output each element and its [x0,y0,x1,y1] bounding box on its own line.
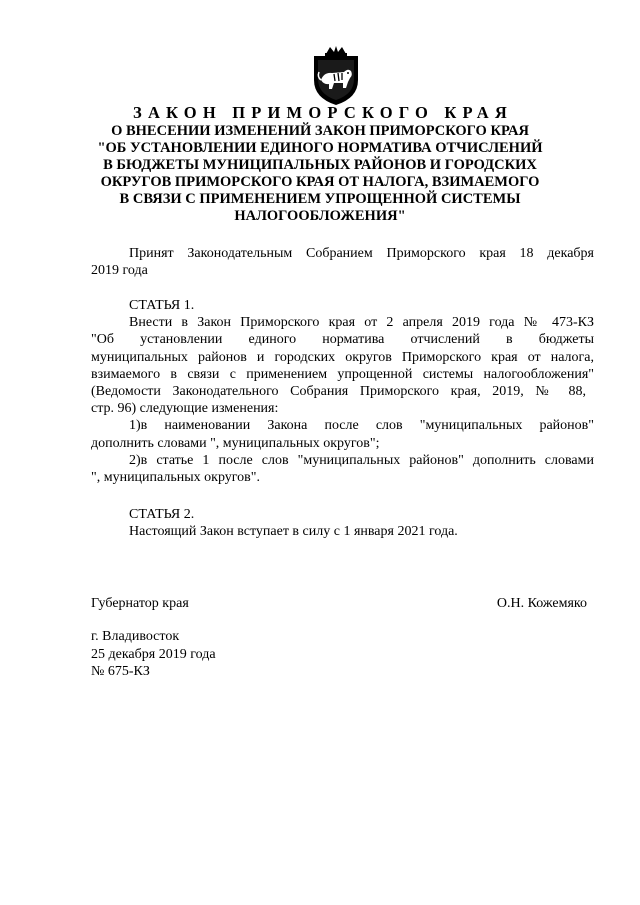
article-1-heading: СТАТЬЯ 1. [129,298,195,313]
signature-name: О.Н. Кожемяко [496,596,587,611]
subtitle-line: В БЮДЖЕТЫ МУНИЦИПАЛЬНЫХ РАЙОНОВ И ГОРОДСКИХ [103,157,537,173]
primorsky-krai-coat-of-arms-icon [310,44,362,106]
signature-position: Губернатор края [91,596,189,611]
article-1-line: "Об установлении единого норматива отчислений в бюджеты [91,332,594,348]
article-1 [91,297,594,486]
footer-number: № 675-КЗ [91,664,150,679]
article-2-text: Настоящий Закон вступает в силу с 1 января 2021 года. [129,524,458,540]
article-1-item-line: ", муниципальных округов". [91,470,260,486]
subtitle-line: О ВНЕСЕНИИ ИЗМЕНЕНИЙ ЗАКОН ПРИМОРСКОГО КРАЯ [111,123,529,139]
article-1-line: стр. 96) следующие изменения: [91,401,279,417]
article-1-line: взимаемого в связи с применением упрощенной системы налогообложения" [91,366,594,382]
footer-city: г. Владивосток [91,629,180,644]
subtitle-line: НАЛОГООБЛОЖЕНИЯ" [234,208,406,224]
article-2 [91,506,594,540]
document-title [0,103,640,225]
article-1-line: (Ведомости Законодательного Собрания Приморского края, 2019, № 88, [91,384,586,400]
adoption-paragraph [91,245,594,279]
footer-date: 25 декабря 2019 года [91,647,216,662]
article-1-line: муниципальных районов и городских округов Приморского края от налога, [91,349,594,365]
article-1-item-line: 1)в наименовании Закона после слов "муниципальных районов" [129,418,594,434]
subtitle-line: В СВЯЗИ С ПРИМЕНЕНИЕМ УПРОЩЕННОЙ СИСТЕМЫ [119,191,521,207]
adoption-line: Принят Законодательным Собранием Приморского края 18 декабря [129,246,594,261]
adoption-line: 2019 года [91,263,148,279]
subtitle-line: "ОБ УСТАНОВЛЕНИИ ЕДИНОГО НОРМАТИВА ОТЧИСЛЕНИЙ [97,140,543,156]
article-1-item-line: дополнить словами ", муниципальных округов"; [91,435,380,451]
subtitle-line: ОКРУГОВ ПРИМОРСКОГО КРАЯ ОТ НАЛОГА, ВЗИМАЕМОГО [100,174,540,190]
article-1-line: Внести в Закон Приморского края от 2 апреля 2019 года № 473-КЗ [129,315,594,331]
article-1-item-line: 2)в статье 1 после слов "муниципальных районов" дополнить словами [129,452,594,468]
law-title: ЗАКОН ПРИМОРСКОГО КРАЯ [133,103,513,122]
article-2-heading: СТАТЬЯ 2. [129,507,195,522]
